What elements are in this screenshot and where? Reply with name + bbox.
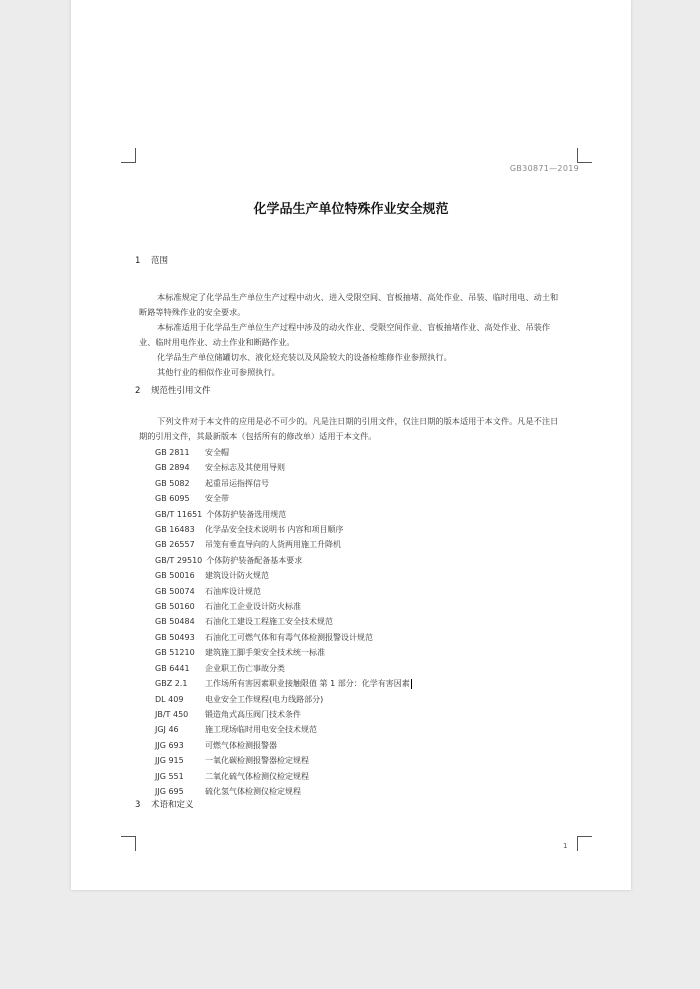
reference-title: 安全帽 [205,448,229,457]
reference-code: GB 6441 [155,663,190,673]
reference-item [155,507,412,522]
standard-number: GB30871—2019 [509,164,579,173]
reference-code: GB 51210 [155,648,195,658]
reference-code: JJG 693 [155,740,184,750]
reference-item [155,630,412,645]
section-title: 术语和定义 [151,800,194,810]
reference-code: GB 2811 [155,448,190,457]
paragraph: 其他行业的相似作业可参照执行。 [157,367,280,377]
reference-item [155,738,412,753]
reference-title: 个体防护装备配备基本要求 [206,555,303,565]
reference-item [155,476,412,491]
reference-item [155,445,412,460]
reference-item [155,568,412,583]
page-number: 1 [563,842,568,850]
section-1-heading [135,254,168,266]
reference-code: GB/T 11651 [155,509,203,519]
reference-code: GB 50484 [155,617,195,627]
reference-list [155,445,412,799]
reference-title: 锻造角式高压阀门技术条件 [205,709,301,719]
reference-item [155,491,412,506]
reference-title: 安全带 [205,494,229,504]
reference-code: GB/T 29510 [155,555,203,565]
reference-title: 个体防护装备选用规范 [206,509,287,519]
reference-title: 石油库设计规范 [205,586,261,596]
crop-mark-bottom-right [577,836,592,851]
reference-title: 工作场所有害因素职业接触限值 第 1 部分：化学有害因素 [205,679,410,689]
reference-code: GB 26557 [155,540,195,550]
reference-item [155,722,412,737]
reference-title: 可燃气体检测报警器 [205,740,277,750]
reference-item [155,753,412,768]
reference-title: 电业安全工作规程(电力线路部分) [205,694,324,704]
reference-title: 石油化工建设工程施工安全技术规范 [205,617,333,627]
reference-title: 建筑设计防火规范 [205,571,269,581]
section-2-intro [139,414,563,444]
reference-item [155,537,412,552]
reference-title: 安全标志及其使用导则 [205,463,285,473]
text-cursor [411,679,412,689]
reference-item [155,692,412,707]
reference-item [155,522,412,537]
reference-title: 硫化氢气体检测仪检定规程 [205,786,301,796]
section-number: 3 [135,800,141,810]
reference-code: GB 50016 [155,571,195,581]
reference-item [155,460,412,475]
section-2-heading [135,384,211,396]
section-title: 范围 [151,256,169,266]
paragraph: 下列文件对于本文件的应用是必不可少的。凡是注日期的引用文件，仅注日期的版本适用于本文件。凡是不注日期的引用文件，其最新版本（包括所有的修改单）适用于本文件。 [139,416,559,441]
reference-title: 一氧化碳检测报警器检定规程 [205,756,309,766]
reference-code: DL 409 [155,694,184,704]
crop-mark-bottom-left [121,836,136,851]
reference-title: 石油化工企业设计防火标准 [205,602,301,612]
crop-mark-top-right [577,148,592,163]
reference-item [155,645,412,660]
reference-title: 施工现场临时用电安全技术规范 [205,725,317,735]
reference-item [155,661,412,676]
reference-title: 石油化工可燃气体和有毒气体检测报警设计规范 [205,632,373,642]
reference-item [155,676,412,691]
reference-code: GB 50160 [155,602,195,612]
reference-code: GB 50074 [155,586,195,596]
reference-code: JJG 695 [155,786,184,796]
paragraph: 本标准规定了化学品生产单位生产过程中动火、进入受限空间、盲板抽堵、高处作业、吊装、临时用电、动土和断路等特殊作业的安全要求。 [139,292,559,317]
reference-title: 建筑施工脚手架安全技术统一标准 [205,648,325,658]
section-title: 规范性引用文件 [151,386,211,396]
reference-code: GBZ 2.1 [155,679,188,689]
reference-item [155,614,412,629]
document-title: 化学品生产单位特殊作业安全规范 [253,202,449,217]
reference-code: JJG 551 [155,771,184,781]
section-number: 1 [135,256,141,266]
section-1-body [139,290,563,380]
reference-item [155,553,412,568]
reference-title: 起重吊运指挥信号 [205,478,269,488]
reference-code: GB 5082 [155,478,190,488]
document-page [71,0,631,890]
reference-item [155,599,412,614]
section-3-heading [135,798,194,810]
reference-item [155,769,412,784]
reference-code: GB 16483 [155,525,195,535]
reference-code: GB 2894 [155,463,190,473]
reference-code: GB 50493 [155,632,195,642]
reference-code: JGJ 46 [155,725,179,735]
reference-title: 化学品安全技术说明书 内容和项目顺序 [205,525,344,535]
paragraph: 化学品生产单位储罐切水、液化烃充装以及风险较大的设备检维修作业参照执行。 [157,352,452,362]
reference-code: GB 6095 [155,494,190,504]
reference-title: 二氧化硫气体检测仪检定规程 [205,771,309,781]
reference-title: 吊笼有垂直导向的人货两用施工升降机 [205,540,341,550]
paragraph: 本标准适用于化学品生产单位生产过程中涉及的动火作业、受限空间作业、盲板抽堵作业、高处作业、吊装作业、临时用电作业、动土作业和断路作业。 [139,322,551,347]
section-number: 2 [135,386,141,396]
crop-mark-top-left [121,148,136,163]
reference-item [155,707,412,722]
reference-item [155,584,412,599]
reference-code: JJG 915 [155,756,184,766]
reference-code: JB/T 450 [155,709,189,719]
reference-title: 企业职工伤亡事故分类 [205,663,285,673]
